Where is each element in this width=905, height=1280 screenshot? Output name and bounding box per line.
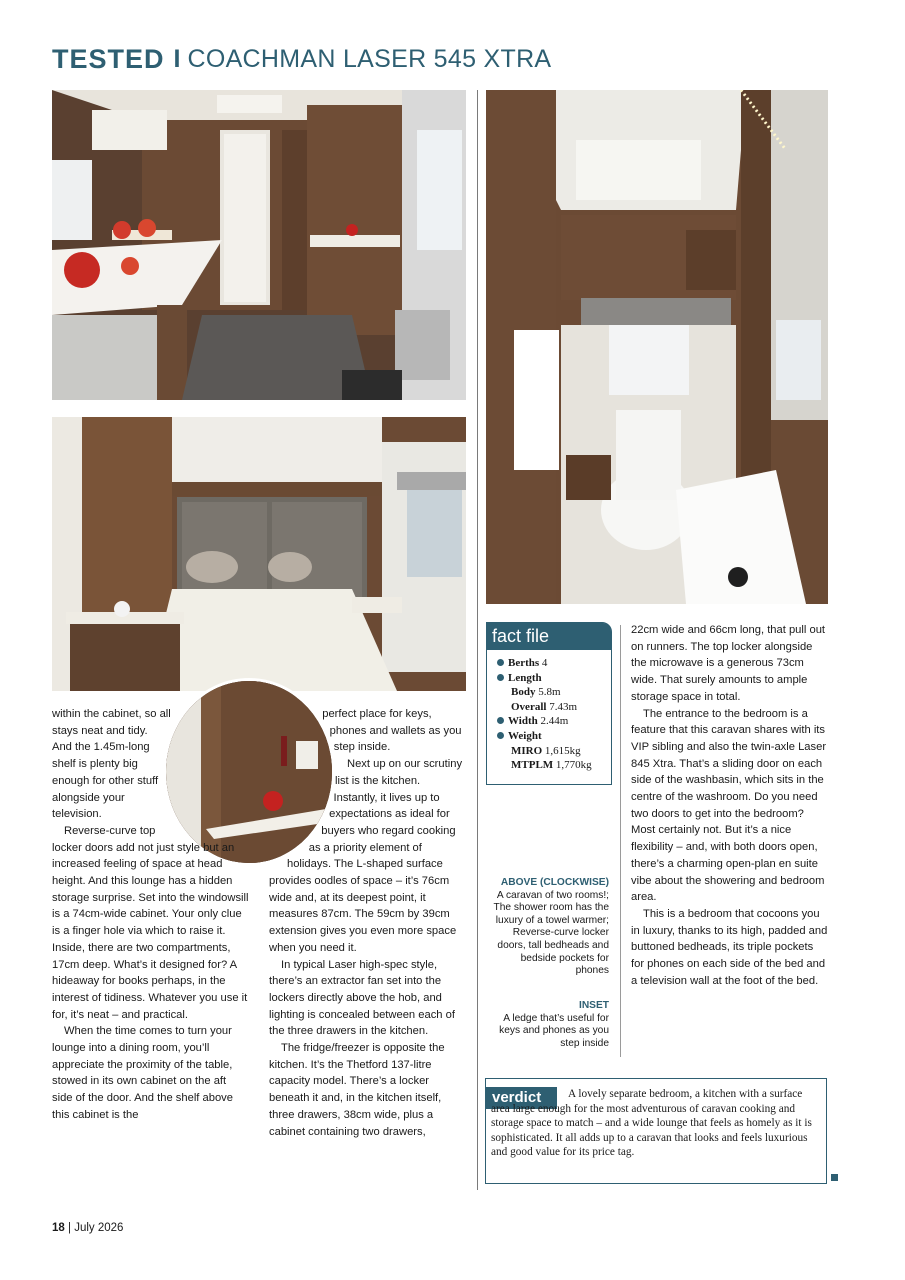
column-1-text xyxy=(52,706,249,1124)
caption-above xyxy=(491,877,609,978)
col3-paragraph-1: 22cm wide and 66cm long, that pull out on runners. The top locker alongside the microwave is a generous 73cm wide. That surely amounts to ample storage space in total. xyxy=(631,624,826,703)
fact-file-title: fact file xyxy=(487,623,611,650)
column-3-text xyxy=(631,622,829,989)
fact-width: Width 2.44m xyxy=(497,714,611,729)
col1-paragraph-3: When the time comes to turn your lounge into a dining room, you’ll appreciate the proximity of the table, stowed in its own cabinet on the aft side of the door. And the shelf above this cabinet is the xyxy=(52,1025,233,1121)
header-separator: I xyxy=(173,44,181,73)
page-header xyxy=(52,42,551,76)
bedroom-photo xyxy=(52,417,466,691)
col3-paragraph-3: This is a bedroom that cocoons you in luxury, thanks to its high, padded and buttoned bedheads, its triple pockets for phones on each side of the bed and a television wall at the foot of the bed. xyxy=(631,907,828,987)
verdict-text: A lovely separate bedroom, a kitchen with a surface area large enough for the most adventurous of caravan cooking and storage space to match – and a wide lounge that feels as homely as it is sophisticated. It all adds up to a caravan that looks and feels luxurious and good value for its price tag. xyxy=(491,1088,812,1159)
caption-above-head: ABOVE (CLOCKWISE) xyxy=(500,877,609,888)
section-tag: TESTED xyxy=(52,43,165,74)
col2-paragraph-4: The fridge/freezer is opposite the kitchen. It’s the Thetford 137-litre capacity model. There’s a locker beneath it and, in the kitchen itself, three drawers, 38cm wide, plus a cabinet containing two drawers, xyxy=(269,1042,445,1138)
column-2-text xyxy=(269,706,467,1140)
col1-paragraph-1: within the cabinet, so all stays neat and tidy. And the 1.45m-long shelf is plenty big enough for other stuff alongside your television. xyxy=(52,708,171,821)
col2-paragraph-1: perfect place for keys, phones and wallets as you step inside. xyxy=(322,708,462,754)
kitchen-photo xyxy=(52,90,466,400)
fact-miro: MIRO 1,615kg xyxy=(511,744,581,757)
verdict-box xyxy=(485,1078,827,1184)
col3-paragraph-2: The entrance to the bedroom is a feature that this caravan shares with its VIP sibling and also the twin-axle Laser 845 Xtra. That’s a sliding door on each side of the washbasin, which sits in the centre of the washroom. Do you need two doors to get into the bedroom? Most certainly not. But it’s a nice flexibility – and, with both doors open, there’s a charming open-plan en suite vibe about the showering and bedroom area. xyxy=(631,707,827,904)
page-number: 18 xyxy=(52,1222,65,1234)
article-title: COACHMAN LASER 545 XTRA xyxy=(187,44,552,73)
caption-inset-text: A ledge that’s useful for keys and phones as you step inside xyxy=(499,1012,609,1049)
fact-file-list xyxy=(487,656,611,773)
fact-mtplm: MTPLM 1,770kg xyxy=(511,759,592,772)
col2-paragraph-3: In typical Laser high-spec style, there’s an extractor fan set into the lockers directly above the hob, and lighting is concealed between each of the three drawers in the kitchen. xyxy=(269,958,455,1038)
end-mark-icon xyxy=(831,1174,838,1181)
caption-rule xyxy=(620,625,621,1057)
page-footer xyxy=(52,1222,123,1234)
verdict-label: verdict xyxy=(486,1087,557,1109)
bullet-icon xyxy=(497,732,504,739)
column-rule xyxy=(477,90,478,1190)
fact-weight: Weight xyxy=(497,729,611,744)
col1-paragraph-2: Reverse-curve top locker doors add not just style but an increased feeling of space at head height. And this lounge has a hidden storage surprise. Set into the windowsill is a 74cm-wide cabinet. Your only clue is a finger hole via which to raise it. Inside, there are two compartments, 17cm deep. What’s it designed for? A hideaway for books perhaps, in the interest of tidiness. Whatever you use it for, it’s neat – and practical. xyxy=(52,824,249,1021)
fact-overall: Overall 7.43m xyxy=(511,700,577,713)
bullet-icon xyxy=(497,659,504,666)
bullet-icon xyxy=(497,717,504,724)
fact-berths: Berths 4 xyxy=(497,656,611,671)
caption-above-text: A caravan of two rooms!; The shower room has the luxury of a towel warmer; Reverse-curve locker doors, tall bedheads and bedside pockets for phones xyxy=(493,889,609,977)
caption-inset xyxy=(491,1000,609,1050)
caption-inset-head: INSET xyxy=(578,1000,609,1011)
fact-file-box xyxy=(486,622,612,785)
footer-separator: | xyxy=(68,1222,71,1234)
washroom-photo xyxy=(486,90,828,604)
issue-date: July 2026 xyxy=(74,1222,124,1234)
fact-body: Body 5.8m xyxy=(511,686,561,699)
bullet-icon xyxy=(497,674,504,681)
col2-paragraph-2: Next up on our scrutiny list is the kitchen. Instantly, it lives up to expectations as ideal for buyers who regard cooking as a priority element of holidays. The L-shaped surface provides oodles of space – it’s 76cm wide and, at its deepest point, it measures 87cm. The 59cm by 39cm extension gives you even more space when you need it. xyxy=(269,758,463,954)
wrap-spacer xyxy=(139,706,249,836)
fact-length: Length xyxy=(497,671,611,686)
